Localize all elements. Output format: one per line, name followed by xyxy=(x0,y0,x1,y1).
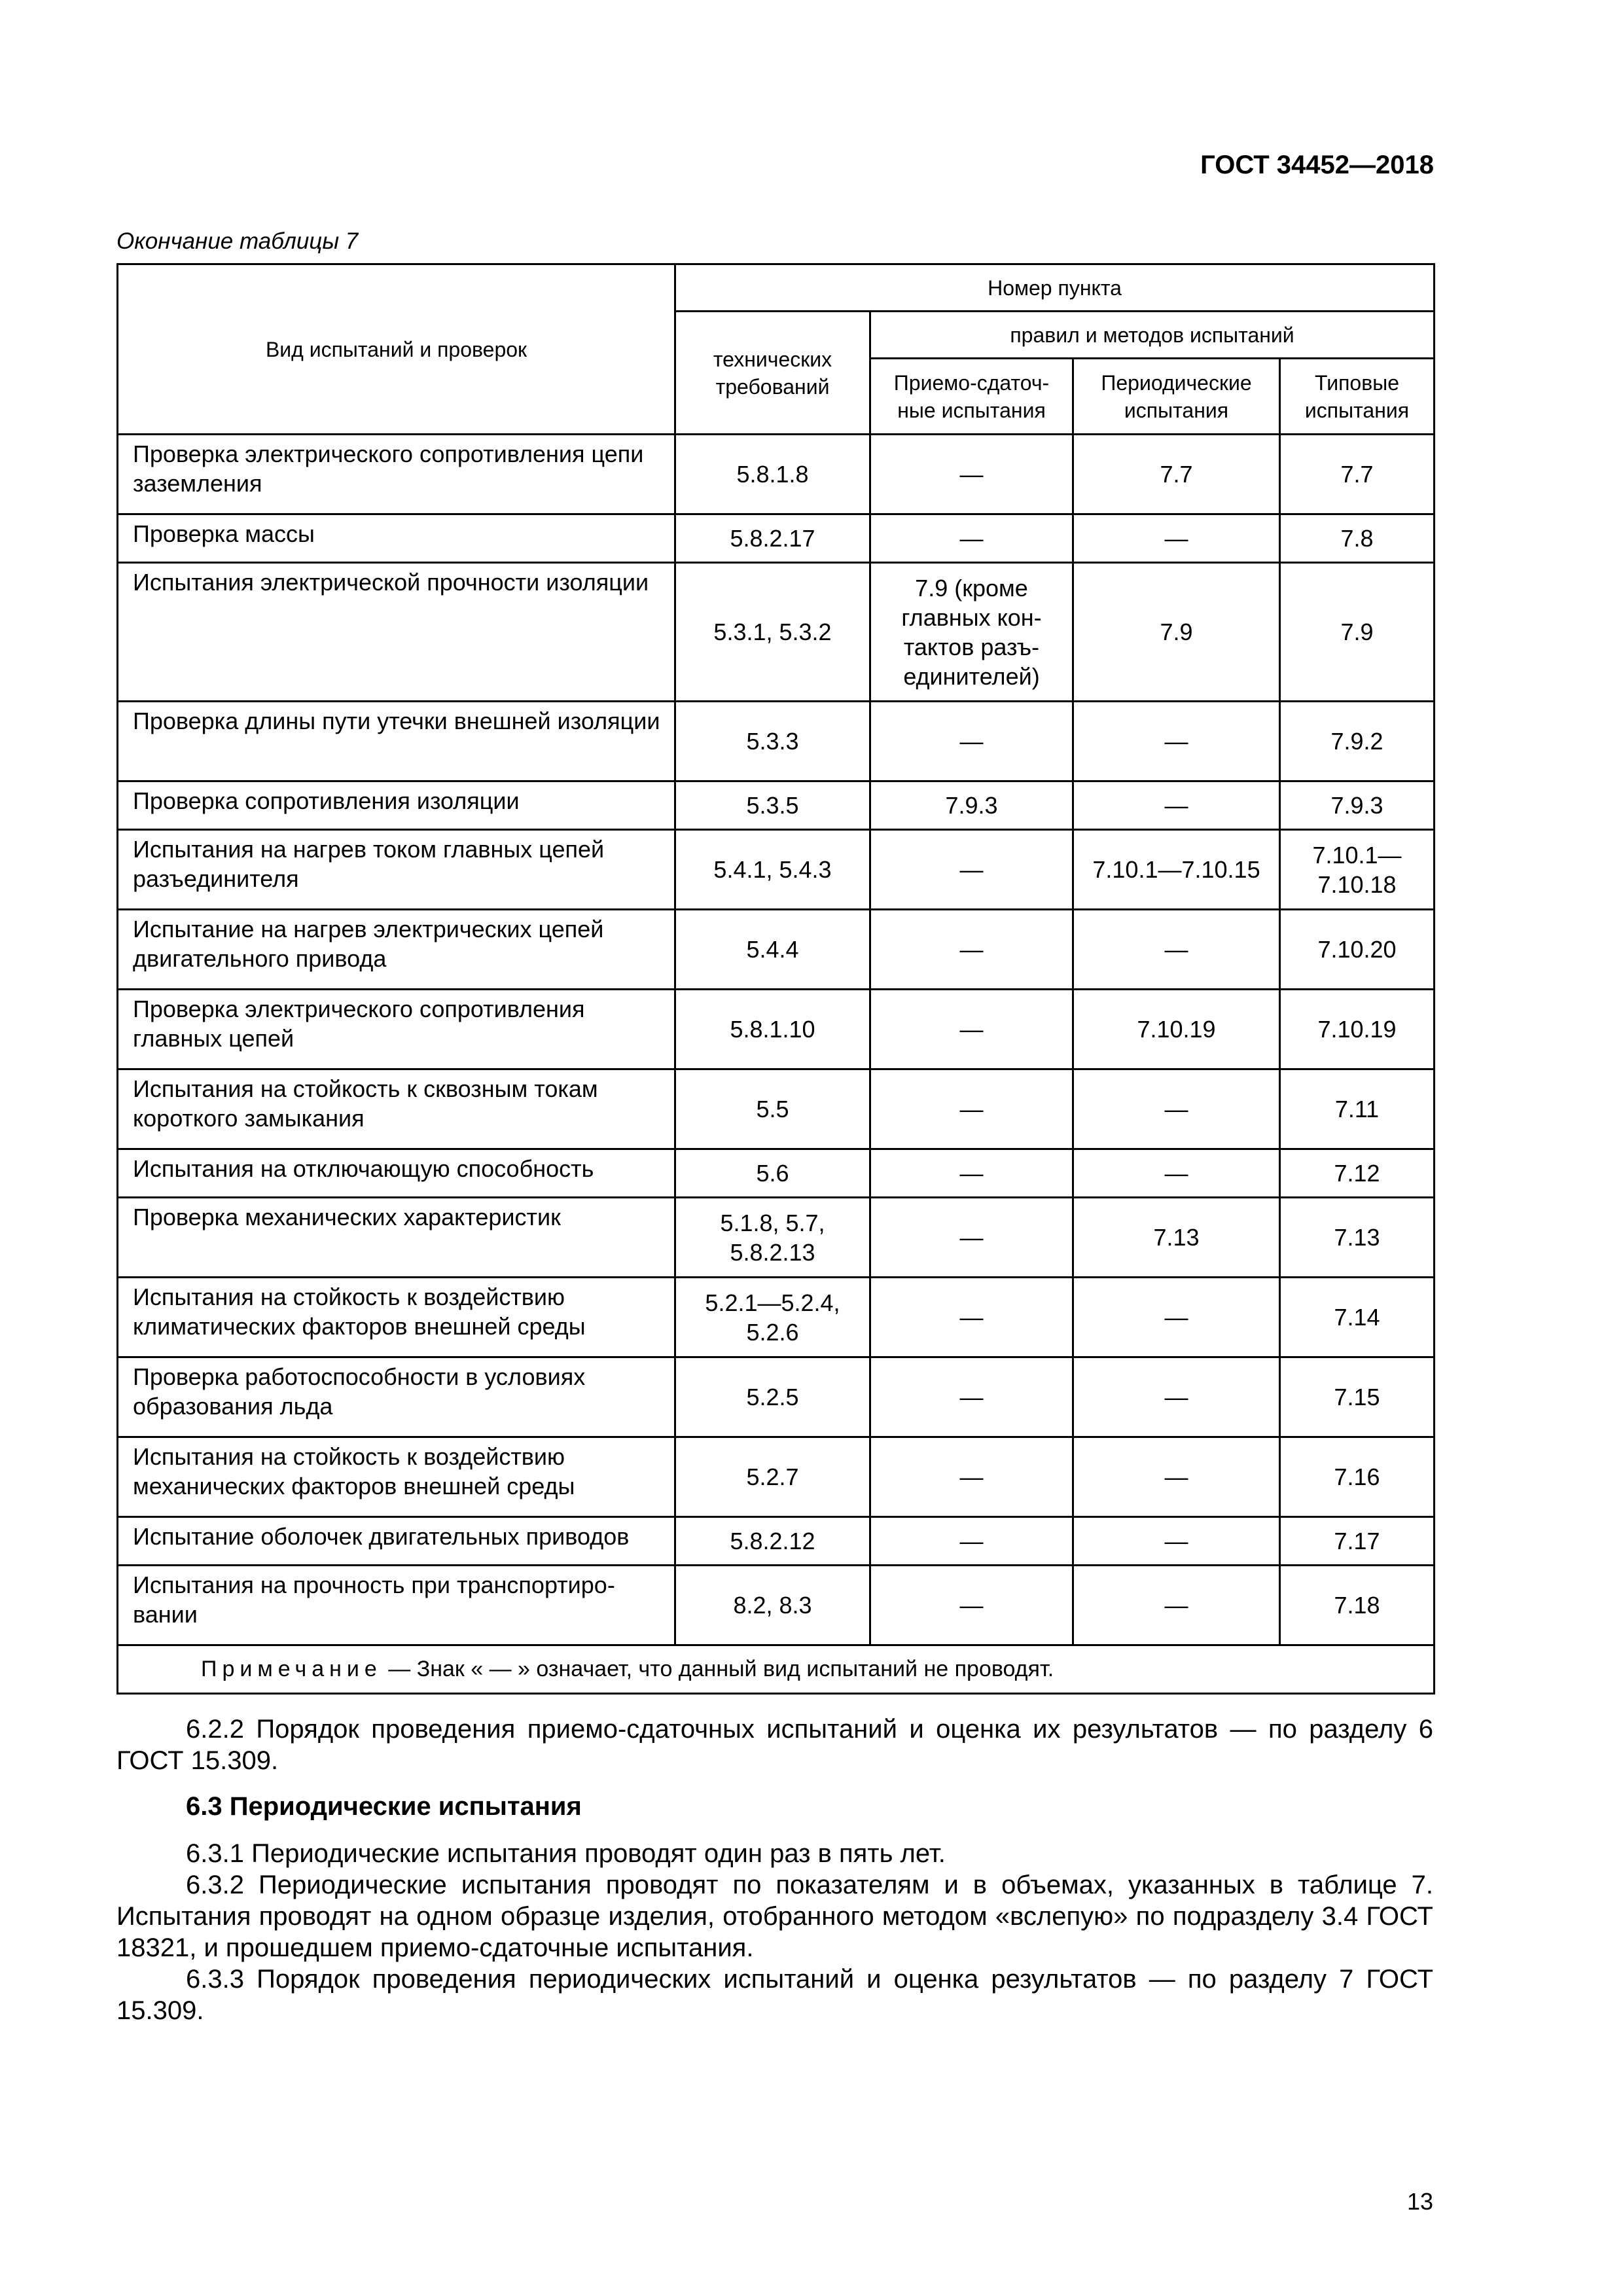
cell-acceptance: — xyxy=(870,1437,1073,1517)
cell-type-tests: 7.10.19 xyxy=(1280,990,1435,1069)
cell-test-name: Испытания на отключающую способность xyxy=(118,1149,675,1198)
cell-acceptance: — xyxy=(870,514,1073,563)
cell-test-name: Испытания электрической прочности изоляции xyxy=(118,563,675,702)
cell-test-name: Испытания на стойкость к сквозным токам короткого замыкания xyxy=(118,1069,675,1149)
cell-periodic: 7.10.19 xyxy=(1073,990,1280,1069)
cell-acceptance: — xyxy=(870,830,1073,910)
cell-type-tests: 7.16 xyxy=(1280,1437,1435,1517)
cell-tech-requirements: 5.8.2.17 xyxy=(675,514,870,563)
cell-type-tests: 7.14 xyxy=(1280,1278,1435,1357)
cell-periodic: — xyxy=(1073,1437,1280,1517)
cell-test-name: Проверка механических характеристик xyxy=(118,1198,675,1278)
cell-periodic: — xyxy=(1073,1566,1280,1645)
cell-tech-requirements: 5.3.3 xyxy=(675,702,870,781)
header-test-methods: правил и методов испытаний xyxy=(870,312,1435,359)
table-note xyxy=(118,1645,1435,1694)
cell-periodic: — xyxy=(1073,514,1280,563)
cell-type-tests: 7.10.1—7.10.18 xyxy=(1280,830,1435,910)
table-caption: Окончание таблицы 7 xyxy=(116,228,359,254)
table-row xyxy=(118,514,1435,563)
note-text: — Знак « — » означает, что данный вид испытаний не проводят. xyxy=(382,1657,1054,1681)
cell-type-tests: 7.18 xyxy=(1280,1566,1435,1645)
table-row xyxy=(118,910,1435,990)
cell-acceptance: 7.9 (кроме главных кон-тактов разъ-единителей) xyxy=(870,563,1073,702)
cell-tech-requirements: 5.8.1.8 xyxy=(675,435,870,514)
cell-tech-requirements: 5.8.2.12 xyxy=(675,1517,870,1566)
cell-type-tests: 7.12 xyxy=(1280,1149,1435,1198)
cell-periodic: 7.7 xyxy=(1073,435,1280,514)
cell-tech-requirements: 5.2.5 xyxy=(675,1357,870,1437)
cell-test-name: Проверка работоспособности в условиях образования льда xyxy=(118,1357,675,1437)
cell-acceptance: — xyxy=(870,1198,1073,1278)
paragraph-6-3-3: 6.3.3 Порядок проведения периодических испытаний и оценка результатов — по разделу 7 ГОСТ 15.309. xyxy=(116,1965,1433,2025)
cell-type-tests: 7.8 xyxy=(1280,514,1435,563)
table-row xyxy=(118,1069,1435,1149)
cell-type-tests: 7.7 xyxy=(1280,435,1435,514)
table-row xyxy=(118,563,1435,702)
tests-table xyxy=(116,263,1435,1695)
cell-periodic: — xyxy=(1073,1517,1280,1566)
document-code: ГОСТ 34452—2018 xyxy=(1200,151,1434,179)
header-test-type: Вид испытаний и проверок xyxy=(118,264,675,435)
cell-tech-requirements: 5.2.1—5.2.4, 5.2.6 xyxy=(675,1278,870,1357)
cell-acceptance: — xyxy=(870,910,1073,990)
cell-periodic: — xyxy=(1073,1149,1280,1198)
cell-tech-requirements: 5.4.4 xyxy=(675,910,870,990)
cell-acceptance: — xyxy=(870,1357,1073,1437)
cell-tech-requirements: 5.4.1, 5.4.3 xyxy=(675,830,870,910)
cell-acceptance: 7.9.3 xyxy=(870,781,1073,830)
cell-acceptance: — xyxy=(870,1069,1073,1149)
cell-type-tests: 7.10.20 xyxy=(1280,910,1435,990)
note-label: Примечание xyxy=(201,1657,382,1681)
table-row xyxy=(118,990,1435,1069)
cell-type-tests: 7.13 xyxy=(1280,1198,1435,1278)
cell-periodic: 7.13 xyxy=(1073,1198,1280,1278)
table-row xyxy=(118,1566,1435,1645)
cell-tech-requirements: 5.1.8, 5.7, 5.8.2.13 xyxy=(675,1198,870,1278)
cell-periodic: — xyxy=(1073,702,1280,781)
cell-periodic: — xyxy=(1073,1069,1280,1149)
cell-tech-requirements: 5.5 xyxy=(675,1069,870,1149)
header-periodic-tests: Периодические испытания xyxy=(1073,359,1280,435)
cell-periodic: — xyxy=(1073,1357,1280,1437)
cell-tech-requirements: 5.2.7 xyxy=(675,1437,870,1517)
cell-acceptance: — xyxy=(870,1278,1073,1357)
cell-type-tests: 7.17 xyxy=(1280,1517,1435,1566)
cell-test-name: Проверка длины пути утечки внешней изоляции xyxy=(118,702,675,781)
table-row xyxy=(118,1437,1435,1517)
paragraph-6-3-2: 6.3.2 Периодические испытания проводят по показателям и в объемах, указанных в таблице 7. Испытания проводят на одном образце изделия, отобранного методом «вслепую» по подразделу 3.4 ГОСТ 18321, и прошедшем приемо-сдаточные испытания. xyxy=(116,1871,1433,1962)
cell-tech-requirements: 5.3.5 xyxy=(675,781,870,830)
table-row xyxy=(118,1198,1435,1278)
cell-type-tests: 7.9.2 xyxy=(1280,702,1435,781)
paragraph-6-3-1: 6.3.1 Периодические испытания проводят один раз в пять лет. xyxy=(186,1839,946,1868)
cell-acceptance: — xyxy=(870,1149,1073,1198)
cell-test-name: Проверка сопротивления изоляции xyxy=(118,781,675,830)
cell-test-name: Испытания на прочность при транспортиро-вании xyxy=(118,1566,675,1645)
table-row xyxy=(118,1517,1435,1566)
cell-test-name: Испытания на стойкость к воздействию механических факторов внешней среды xyxy=(118,1437,675,1517)
cell-test-name: Проверка электрического сопротивления главных цепей xyxy=(118,990,675,1069)
cell-test-name: Испытание оболочек двигательных приводов xyxy=(118,1517,675,1566)
cell-type-tests: 7.11 xyxy=(1280,1069,1435,1149)
section-heading-6-3: 6.3 Периодические испытания xyxy=(186,1792,582,1821)
cell-acceptance: — xyxy=(870,1566,1073,1645)
header-item-number: Номер пункта xyxy=(675,264,1435,312)
cell-tech-requirements: 5.6 xyxy=(675,1149,870,1198)
cell-acceptance: — xyxy=(870,990,1073,1069)
cell-periodic: — xyxy=(1073,910,1280,990)
table-row xyxy=(118,1357,1435,1437)
table-row xyxy=(118,1278,1435,1357)
cell-type-tests: 7.15 xyxy=(1280,1357,1435,1437)
page-number: 13 xyxy=(1406,2188,1433,2215)
cell-test-name: Испытания на стойкость к воздействию климатических факторов внешней среды xyxy=(118,1278,675,1357)
table-row xyxy=(118,435,1435,514)
paragraph-6-2-2: 6.2.2 Порядок проведения приемо-сдаточных испытаний и оценка их результатов — по разделу 6 ГОСТ 15.309. xyxy=(116,1715,1433,1775)
header-type-tests: Типовые испытания xyxy=(1280,359,1435,435)
cell-periodic: — xyxy=(1073,1278,1280,1357)
table-row xyxy=(118,1149,1435,1198)
cell-periodic: — xyxy=(1073,781,1280,830)
cell-periodic: 7.9 xyxy=(1073,563,1280,702)
cell-type-tests: 7.9.3 xyxy=(1280,781,1435,830)
table-row xyxy=(118,702,1435,781)
cell-acceptance: — xyxy=(870,1517,1073,1566)
cell-tech-requirements: 5.8.1.10 xyxy=(675,990,870,1069)
header-tech-requirements: технических требований xyxy=(675,312,870,435)
cell-tech-requirements: 8.2, 8.3 xyxy=(675,1566,870,1645)
cell-type-tests: 7.9 xyxy=(1280,563,1435,702)
cell-tech-requirements: 5.3.1, 5.3.2 xyxy=(675,563,870,702)
cell-test-name: Испытания на нагрев током главных цепей разъединителя xyxy=(118,830,675,910)
cell-acceptance: — xyxy=(870,435,1073,514)
header-acceptance-tests: Приемо-сдаточ-ные испытания xyxy=(870,359,1073,435)
table-row xyxy=(118,781,1435,830)
cell-test-name: Испытание на нагрев электрических цепей двигательного привода xyxy=(118,910,675,990)
table-row xyxy=(118,830,1435,910)
cell-test-name: Проверка массы xyxy=(118,514,675,563)
cell-acceptance: — xyxy=(870,702,1073,781)
cell-periodic: 7.10.1—7.10.15 xyxy=(1073,830,1280,910)
body-text xyxy=(116,1713,1433,2026)
cell-test-name: Проверка электрического сопротивления цепи заземления xyxy=(118,435,675,514)
